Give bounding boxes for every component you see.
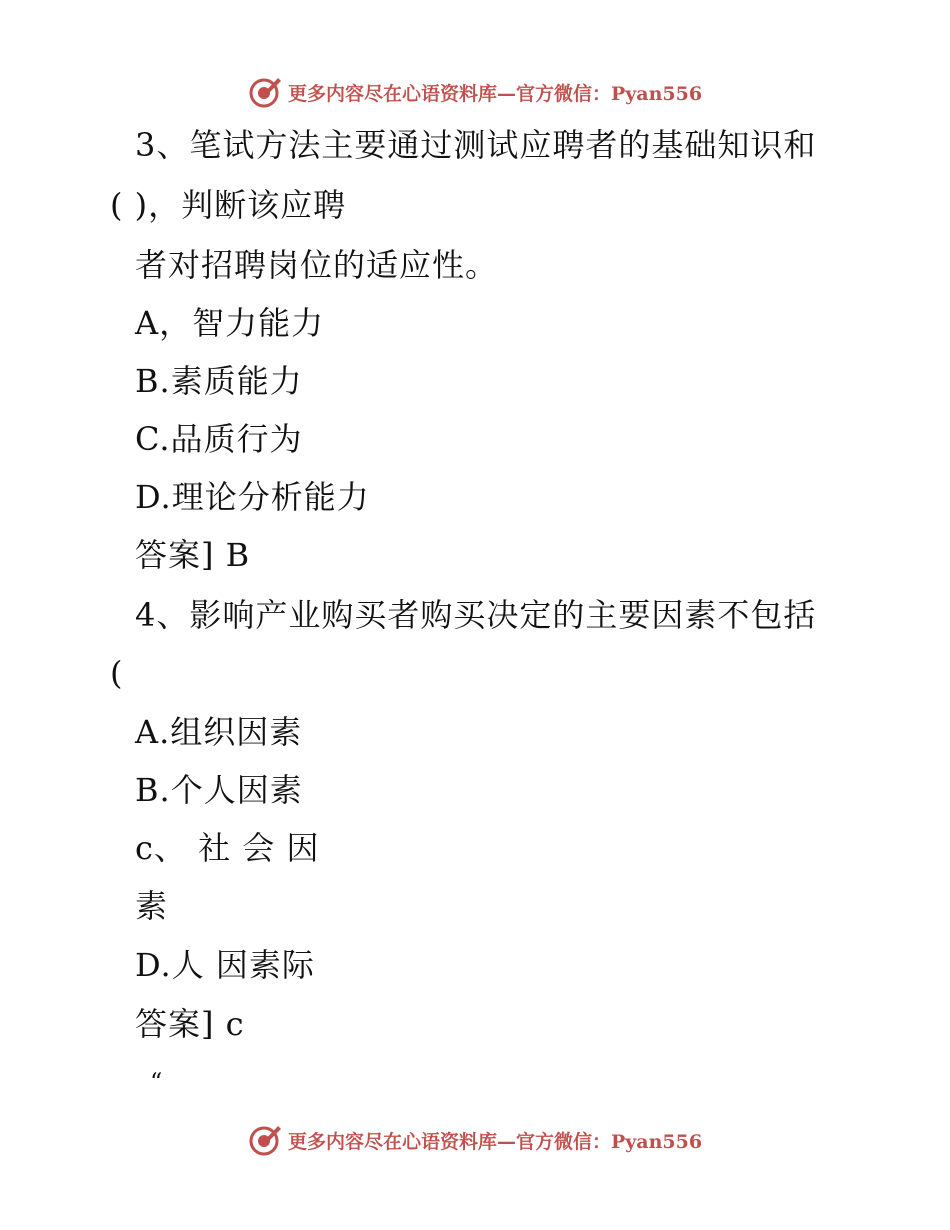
question-3-option-c: C.品质行为 [135, 420, 303, 458]
stray-quote-mark: “ [150, 1068, 164, 1096]
question-4-option-c-cont: 素 [135, 887, 169, 925]
question-3-stem-end: 者对招聘岗位的适应性。 [135, 246, 499, 284]
watermark-footer [0, 1118, 950, 1162]
question-4-option-b: B.个人因素 [135, 771, 303, 809]
pen-logo-icon [248, 75, 282, 109]
question-4-option-a: A.组织因素 [135, 713, 303, 751]
question-4-answer: 答案] c [135, 1005, 245, 1043]
question-3-option-b: B.素质能力 [135, 362, 303, 400]
question-3-stem: 3、笔试方法主要通过测试应聘者的基础知识和 [135, 126, 817, 164]
question-4-stem-cont: ( [110, 654, 124, 692]
question-4-option-c: c、 社 会 因 [135, 829, 320, 867]
question-4-stem: 4、影响产业购买者购买决定的主要因素不包括 [135, 596, 817, 634]
pen-logo-icon [248, 1123, 282, 1157]
watermark-text: 更多内容尽在心语资料库—官方微信：Pyan556 [287, 82, 703, 105]
question-3-answer: 答案] B [135, 536, 251, 574]
watermark-text: 更多内容尽在心语资料库—官方微信：Pyan556 [287, 1130, 703, 1153]
watermark-header [0, 70, 950, 114]
question-3-option-a: A，智力能力 [135, 304, 325, 342]
question-3-option-d: D.理论分析能力 [135, 478, 370, 516]
question-3-stem-cont: ( )，判断该应聘 [110, 186, 347, 224]
question-4-option-d: D.人 因素际 [135, 946, 315, 984]
